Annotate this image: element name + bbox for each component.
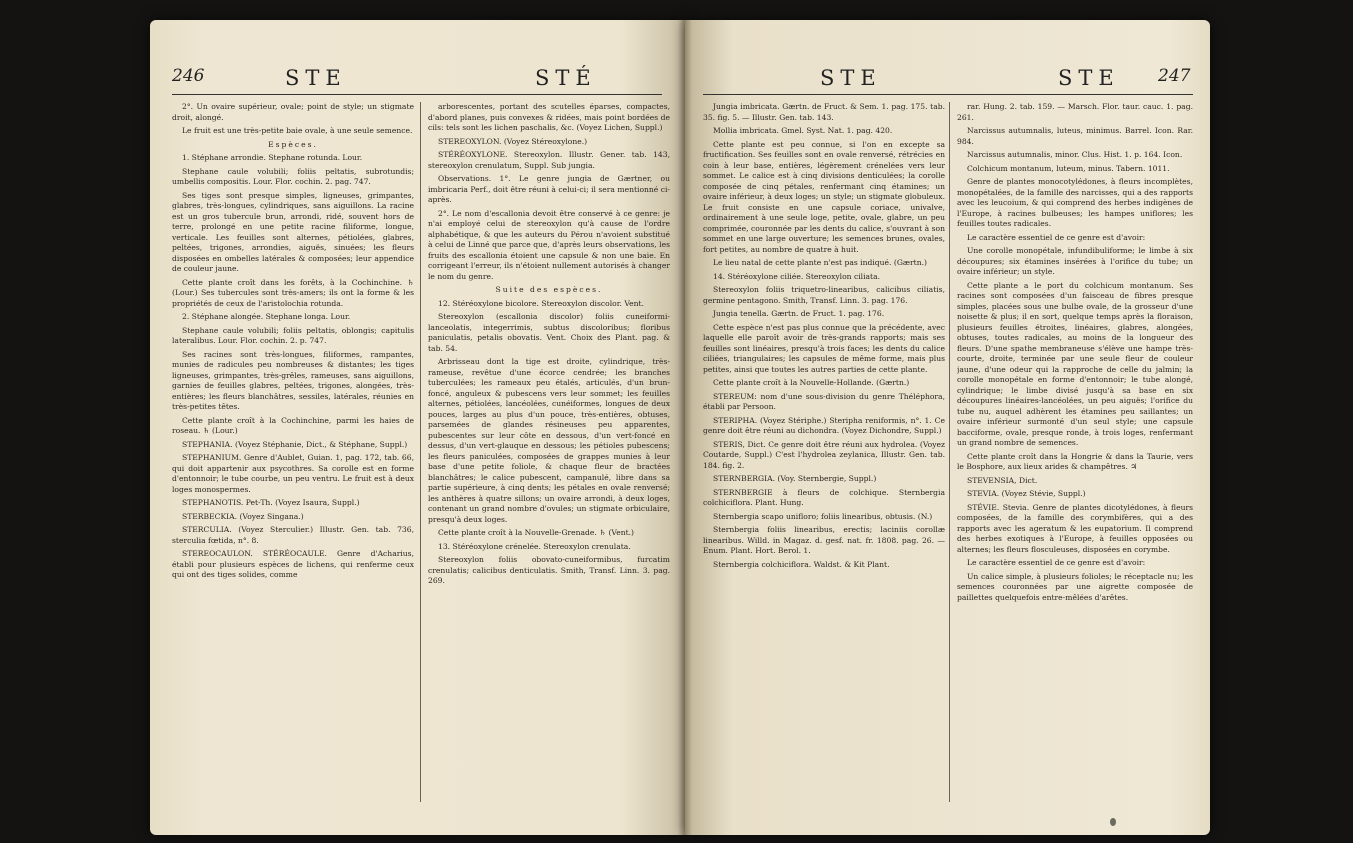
paragraph: Stereoxylon foliis triquetro-linearibus, calicibus ciliatis, germine pentagono. Smith, Transf. Linn. 3. pag. 176. [703,285,945,305]
paragraph: STERNBERGIA. (Voy. Sternbergie, Suppl.) [713,474,877,483]
column-divider [420,102,421,802]
paragraph: Cette plante a le port du colchicum montanum. Ses racines sont composées d'un faisceau de fibres presque simples, placées sous une bulbe ovale, de la grosseur d'une noisette & plus; il en sort, quelque temps après la floraison, plusieurs feuilles étroites, linéaires, glabres, alongées, obtuses, toutes radicales, au moins de la longueur des fleurs. D'une spathe membraneuse s'élève une hampe très-courte, droite, terminée par une seule fleur de couleur jaune, d'une odeur qui la rapproche de celle du jalmin; la corolle monopétale en forme d'entonnoir; le tube alongé, cylindrique; le limbe divisé jusqu'à sa base en six découpures linéaires-lancéolées, un peu aiguës; l'orifice du tube nu, auquel adhèrent les étamines peu saillantes; un ovaire inférieur surmonté d'un seul style; une capsule bacciforme, ovale, presque ronde, à trois loges, renfermant un grand nombre de semences. [957,280,1193,447]
paragraph: STEVENSIA, Dict. [967,475,1038,485]
paragraph: Le caractère essentiel de ce genre est d'avoir: [967,558,1146,567]
paragraph: 12. Stéréoxylone bicolore. Stereoxylon discolor. Vent. [438,298,644,308]
paragraph: STERIPHA. (Voyez Stériphe.) Steripha reniformis, n°. 1. Ce genre doit être réuni au dichondra. (Voyez Dichondre, Suppl.) [703,415,945,435]
running-header-left: STE [285,66,347,90]
paragraph: STERBECKIA. (Voyez Singana.) [182,511,304,521]
paragraph: Genre de plantes monocotylédones, à fleurs incomplètes, monopétalées, de la famille des narcisses, qui a des rapports avec les leucoium, & qui comprend des herbes indigènes de l'Europe, à racines bulbeuses; les hampes uniflores; les feuilles toutes radicales. [957,177,1193,228]
paragraph: Arbrisseau dont la tige est droite, cylindrique, très-rameuse, revêtue d'une écorce cendrée; les branches tuberculées; les rameaux peu étalés, articulés, d'un brun-foncé, anguleux & pubescens vers leur sommet; les feuilles alternes, pétiolées, lancéolées, cunéiformes, longues de deux pouces, larges au plus d'un pouce, très-entières, obtuses, parsemées de glandes résineuses peu apparentes, pubescentes sur leur côte en dessous, d'un vert-foncé en dessus, d'un vert-glauque en dessous; les pétioles pubescens; les fleurs paniculées, composées de grappes munies à leur base d'une petite foliole, & chaque fleur de bractées blanchâtres; le calice pubescent, campanulé, libre dans sa partie supérieure, à cinq dents; les pétales en ovale renversé; les anthères à quatre sillons; un ovaire arrondi, à deux loges, contenant un grand nombre d'ovules; un stigmate orbiculaire, presqu'à deux loges. [428,357,670,524]
book-gutter [678,20,692,835]
paragraph: 13. Stéréoxylone crénelée. Stereoxylon crenulata. [438,541,631,551]
paragraph: Narcissus autumnalis, luteus, minimus. Barrel. Icon. Rar. 984. [957,126,1193,146]
paragraph: STEPHANOTIS. Pet-Th. (Voyez Isaura, Suppl.) [182,498,360,507]
paragraph: Colchicum montanum, luteum, minus. Tabern. 1011. [967,163,1170,173]
paragraph: 1. Stéphane arrondie. Stephane rotunda. Lour. [182,153,363,162]
paragraph: Le caractère essentiel de ce genre est d'avoir: [967,232,1146,242]
paragraph: STEREOCAULON. STÉRÉOCAULE. Genre d'Acharius, établi pour plusieurs espèces de lichens, qui renferme ceux qui ont des tiges solides, comme [172,549,414,579]
running-header-left: STE [820,66,882,90]
column-divider [949,102,950,802]
paragraph: Stephane caule volubili; foliis peltatis, oblongis; capitulis lateralibus. Lour. Flor. cochin. 2. p. 747. [172,325,414,345]
paragraph: STEPHANIA. (Voyez Stéphanie, Dict., & Stéphane, Suppl.) [182,439,408,449]
paragraph: Sternbergia scapo unifloro; foliis linearibus, obtusis. (N.) [713,511,933,521]
header-rule [703,94,1193,95]
paragraph: STEREOXYLON. (Voyez Stéreoxylone.) [438,136,588,146]
paragraph: STERNBERGIE à fleurs de colchique. Sternbergia colchiciflora. Plant. Hung. [703,487,945,507]
paragraph: Ses tiges sont presque simples, ligneuses, grimpantes, glabres, très-longues, cylindriques, sans aiguillons. La racine est un gros tubercule brun, arrondi, ridé, souvent hors de terre, prolongé en une petite racine filiforme, longue, verticale. Les feuilles sont alternes, pétiolées, glabres, peltées, trigones, arrondies, aiguës, sinuées; les fleurs disposées en ombelles latérales & composées; leur appendice de couleur jaune. [172,190,414,273]
running-header-right: STÉ [535,66,597,90]
paragraph: 2°. Un ovaire supérieur, ovale; point de style; un stigmate droit, alongé. [172,102,414,122]
paragraph: Ses racines sont très-longues, filiformes, rampantes, munies de radicules peu nombreuses & distantes; les tiges ligneuses, grimpantes, très-grêles, rameuses, sans aiguillons, garnies de feuilles glabres, peltées, trigones, alongées, très-entières; les fleurs blanchâtres, sessiles, latérales, réunies en très-petites têtes. [172,349,414,411]
paragraph: rar. Hung. 2. tab. 159. — Marsch. Flor. taur. cauc. 1. pag. 261. [957,102,1193,122]
paragraph: Le lieu natal de cette plante n'est pas indiqué. (Gærtn.) [713,258,927,267]
text-column-2 [957,102,1193,802]
page-number: 246 [172,66,205,86]
left-page [150,20,685,835]
text-column-1 [172,102,414,802]
paragraph: Un calice simple, à plusieurs folioles; le réceptacle nu; les semences couronnées par une aigrette composée de paillettes quelquefois entre-mêlées d'arêtes. [957,571,1193,602]
page-number: 247 [1158,66,1191,86]
paragraph: 2. Stéphane alongée. Stephane longa. Lour. [182,312,351,321]
paragraph: Cette plante croît à la Cochinchine, parmi les haies de roseau. ♄ (Lour.) [172,415,414,435]
paragraph: STEVIA. (Voyez Stévie, Suppl.) [967,489,1086,498]
running-header-right: STE [1058,66,1120,90]
paragraph: Jungia tenella. Gærtn. de Fruct. 1. pag. 176. [713,309,885,318]
paragraph: Observations. 1°. Le genre jungia de Gærtner, ou imbricaria Perf., doit être réuni à celui-ci; il sera mentionné ci-après. [428,174,670,204]
paragraph: Cette plante croît à la Nouvelle-Hollande. (Gærtn.) [713,378,910,387]
ink-spot [1110,818,1116,826]
paragraph: STERCULIA. (Voyez Sterculier.) Illustr. Gen. tab. 736, sterculia fœtida, n°. 8. [172,525,414,545]
paragraph: STÉVIE. Stevia. Genre de plantes dicotylédones, à fleurs composées, de la famille des corymbifères, qui a des rapports avec les ageratum & les eupatorium. Il comprend des herbes exotiques à l'Europe, à feuilles opposées ou alternes; les fleurs flosculeuses, disposées en corymbe. [957,502,1193,554]
paragraph: Le fruit est une très-petite baie ovale, à une seule semence. [182,126,413,135]
right-page [685,20,1210,835]
text-column-2 [428,102,670,802]
paragraph: Suite des espèces. [495,285,603,294]
paragraph: STEPHANIUM. Genre d'Aublet, Guian. 1, pag. 172, tab. 66, qui doit appartenir aux psycothres. Sa corolle est en forme d'entonnoir; le tube courbe, un peu ventru. Le fruit est à deux loges monospermes. [172,453,414,494]
paragraph: STÉRÉOXYLONE. Stereoxylon. Illustr. Gener. tab. 143, stereoxylon crenulatum, Suppl. Sub jungia. [428,150,670,170]
paragraph: 14. Stéréoxylone ciliée. Stereoxylon ciliata. [713,271,881,281]
paragraph: Mollia imbricata. Gmel. Syst. Nat. 1. pag. 420. [713,126,893,135]
paragraph: Stephane caule volubili; foliis peltatis, subrotundis; umbellis compositis. Lour. Flor. cochin. 2. pag. 747. [172,166,414,186]
paragraph: Jungia imbricata. Gærtn. de Fruct. & Sem. 1. pag. 175. tab. 35. fig. 5. — Illustr. Gen. tab. 143. [703,102,945,122]
paragraph: Sternbergia colchiciflora. Waldst. & Kit Plant. [713,559,890,569]
paragraph: Stereoxylon (escallonia discolor) foliis cuneiformi-lanceolatis, integerrimis, subtus discoloribus; floribus paniculatis, petalis obovatis. Vent. Choix des Plant. pag. & tab. 54. [428,312,670,353]
paragraph: Cette espèce n'est pas plus connue que la précédente, avec laquelle elle paroît avoir de très-grands rapports; mais ses feuilles sont linéaires, presqu'à trois faces; les dents du calice ciliées, triangulaires; les capsules de même forme, mais plus petites, ainsi que toutes les autres parties de cette plante. [703,322,945,374]
header-rule [172,94,662,95]
paragraph: 2°. Le nom d'escallonia devoit être conservé à ce genre: je n'ai employé celui de stereoxylon qu'à cause de l'ordre alphabétique, & que les auteurs du Pérou n'avoient substitué à celui de Linné que parce que, d'après leurs observations, les fruits des escallonia étoient une capsule & non une baie. En corrigeant l'erreur, ils n'étoient nullement autorisés à changer le nom du genre. [428,208,670,281]
paragraph: Sternbergia foliis linearibus, erectis; laciniis corollæ linearibus. Willd. in Magaz. d. gesf. nat. fr. 1808. pag. 26. — Enum. Plant. Hort. Berol. 1. [703,525,945,555]
text-column-1 [703,102,945,802]
paragraph: Cette plante croît dans les forêts, à la Cochinchine. ♄ (Lour.) Ses tubercules sont très-amers; ils ont la forme & les propriétés de ceux de l'aristolochia rotunda. [172,277,414,308]
paragraph: Espèces. [268,139,318,149]
paragraph: Cette plante croît à la Nouvelle-Grenade. ♄ (Vent.) [438,528,635,537]
paragraph: arborescentes, portant des scutelles éparses, compactes, d'abord planes, puis convexes & ridées, mais point bordées de cils: tels sont les lichen paschalis, &c. (Voyez Lichen, Suppl.) [428,102,670,132]
paragraph: Narcissus autumnalis, minor. Clus. Hist. 1. p. 164. Icon. [967,150,1183,159]
paragraph: STEREUM: nom d'une sous-division du genre Théléphora, établi par Persoon. [703,391,945,411]
paragraph: Cette plante croît dans la Hongrie & dans la Taurie, vers le Bosphore, aux lieux arides & champêtres. ♃ [957,451,1193,471]
paragraph: Cette plante est peu connue, si l'on en excepte sa fructification. Ses feuilles sont en ovale renversé, rétrécies en coin à leur base, entières, légèrement crénelées vers leur sommet. Le calice est à cinq divisions denticulées; la corolle composée de cinq pétales, renfermant cinq étamines; un ovaire inférieur, à deux loges; un style; un stigmate globuleux. Le fruit consiste en une capsule coriace, univalve, ordinairement à une seule loge, petite, ovale, glabre, un peu comprimée, couronnée par les dents du calice, s'ouvrant à son sommet en une large ouverture; les semences brunes, ovales, fort petites, au nombre de quatre à huit. [703,139,945,254]
paragraph: Une corolle monopétale, infundibuliforme; le limbe à six découpures; six étamines insérées à l'orifice du tube; un ovaire inférieur; un style. [957,246,1193,276]
paragraph: STERIS, Dict. Ce genre doit être réuni aux hydrolea. (Voyez Coutarde, Suppl.) C'est l'hydrolea zeylanica, Illustr. Gen. tab. 184. fig. 2. [703,439,945,470]
paragraph: Stereoxylon foliis obovato-cuneiformibus, furcatim crenulatis; calicibus denticulatis. Smith, Transf. Linn. 3. pag. 269. [428,555,670,585]
open-book [150,20,1210,835]
